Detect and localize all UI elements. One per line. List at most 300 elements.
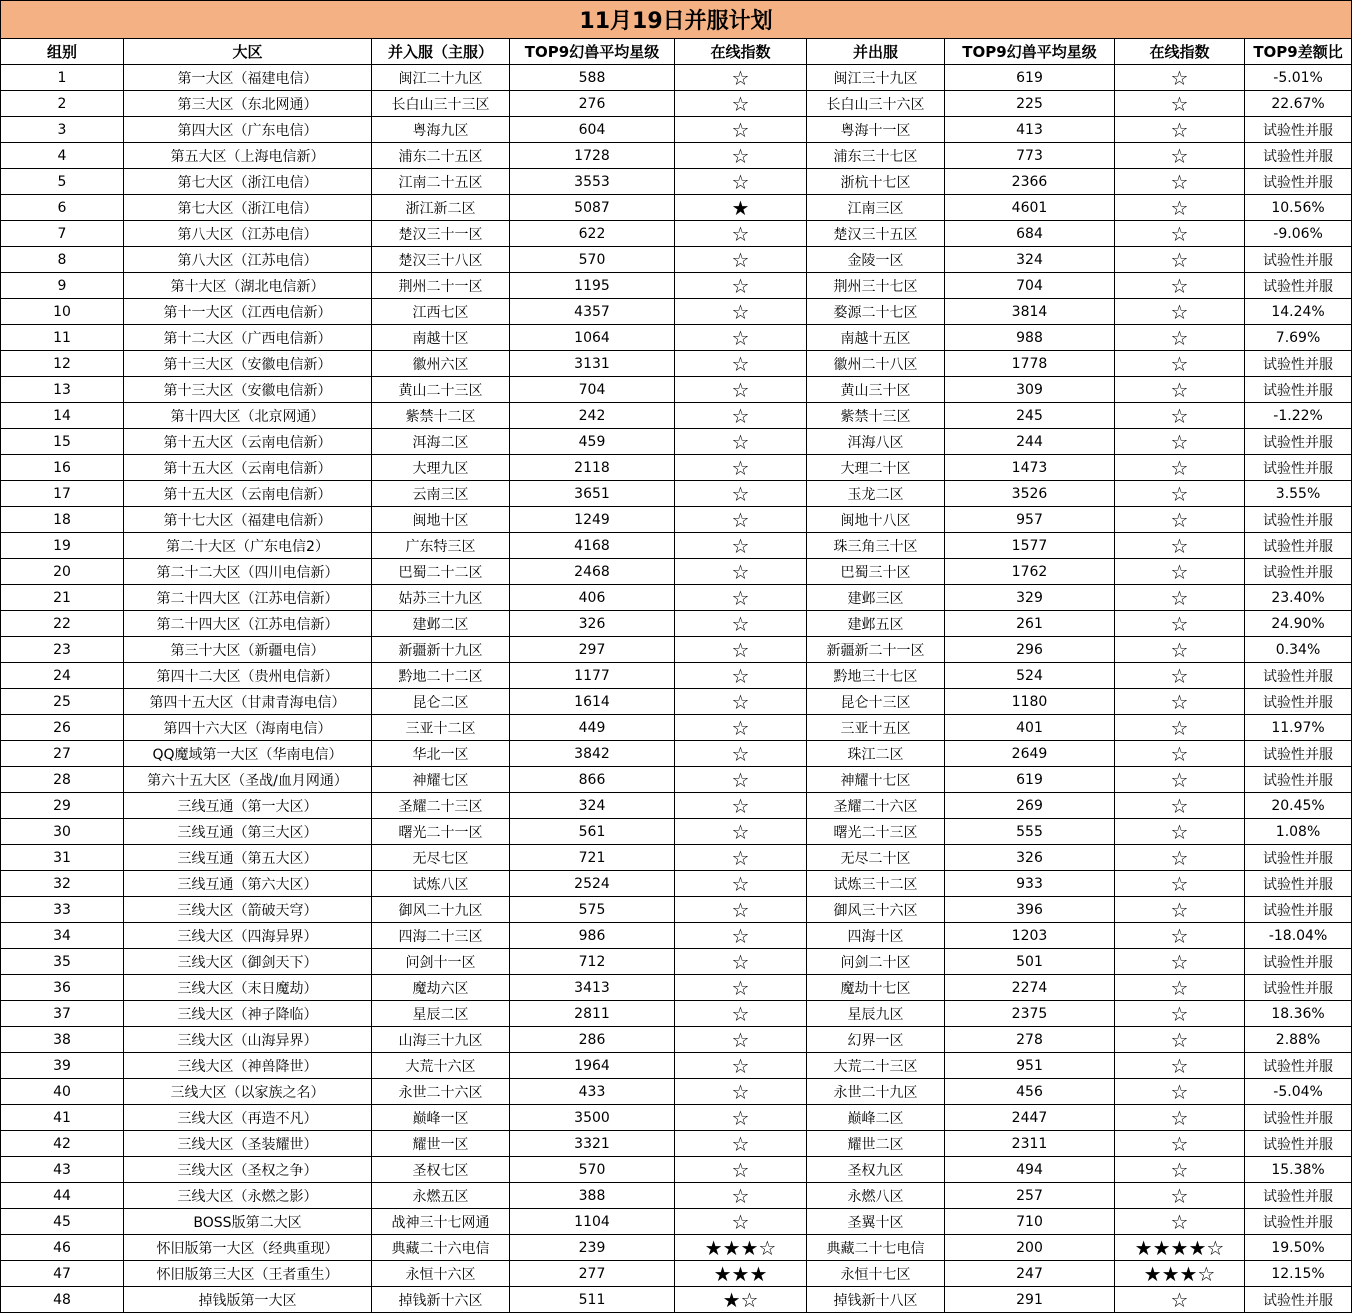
main-online-rating: ☆ — [675, 221, 807, 247]
main-online-rating: ☆ — [675, 923, 807, 949]
diff-cell: 试验性并服 — [1245, 767, 1352, 793]
table-row — [1, 169, 1352, 195]
main-star-cell: 561 — [510, 819, 675, 845]
main-online-rating: ★★★ — [675, 1261, 807, 1287]
out-online-rating: ☆ — [1115, 169, 1245, 195]
out-online-rating: ☆ — [1115, 793, 1245, 819]
out-online-rating: ☆ — [1115, 1183, 1245, 1209]
group-cell: 14 — [1, 403, 124, 429]
table-row — [1, 91, 1352, 117]
region-cell: BOSS版第二大区 — [124, 1209, 372, 1235]
main-online-rating: ☆ — [675, 429, 807, 455]
main-star-cell: 277 — [510, 1261, 675, 1287]
main-server-cell: 闽江二十九区 — [372, 65, 510, 91]
diff-cell: 1.08% — [1245, 819, 1352, 845]
region-cell: 第十二大区（广西电信新） — [124, 325, 372, 351]
table-row — [1, 455, 1352, 481]
main-server-cell: 闽地十区 — [372, 507, 510, 533]
out-star-cell: 1778 — [945, 351, 1115, 377]
group-cell: 6 — [1, 195, 124, 221]
out-online-rating: ☆ — [1115, 351, 1245, 377]
diff-cell: 试验性并服 — [1245, 351, 1352, 377]
out-server-cell: 徽州二十八区 — [807, 351, 945, 377]
main-online-rating: ☆ — [675, 325, 807, 351]
main-online-rating: ☆ — [675, 533, 807, 559]
out-online-rating: ☆ — [1115, 143, 1245, 169]
region-cell: 三线大区（四海异界） — [124, 923, 372, 949]
out-server-cell: 曙光二十三区 — [807, 819, 945, 845]
out-online-rating: ☆ — [1115, 949, 1245, 975]
main-server-cell: 徽州六区 — [372, 351, 510, 377]
main-server-cell: 山海三十九区 — [372, 1027, 510, 1053]
group-cell: 12 — [1, 351, 124, 377]
main-star-cell: 622 — [510, 221, 675, 247]
col-header-diff: TOP9差额比 — [1245, 39, 1352, 65]
group-cell: 2 — [1, 91, 124, 117]
group-cell: 45 — [1, 1209, 124, 1235]
main-star-cell: 511 — [510, 1287, 675, 1313]
out-online-rating: ☆ — [1115, 117, 1245, 143]
diff-cell: 试验性并服 — [1245, 897, 1352, 923]
table-row — [1, 247, 1352, 273]
main-server-cell: 试炼八区 — [372, 871, 510, 897]
out-online-rating: ☆ — [1115, 221, 1245, 247]
table-row — [1, 1131, 1352, 1157]
out-star-cell: 2375 — [945, 1001, 1115, 1027]
diff-cell: 23.40% — [1245, 585, 1352, 611]
region-cell: 第四大区（广东电信） — [124, 117, 372, 143]
out-online-rating: ☆ — [1115, 559, 1245, 585]
diff-cell: 试验性并服 — [1245, 1105, 1352, 1131]
diff-cell: 7.69% — [1245, 325, 1352, 351]
out-server-cell: 幻界一区 — [807, 1027, 945, 1053]
main-server-cell: 粤海九区 — [372, 117, 510, 143]
table-row — [1, 585, 1352, 611]
region-cell: 第八大区（江苏电信） — [124, 247, 372, 273]
out-online-rating: ☆ — [1115, 1027, 1245, 1053]
main-online-rating: ★ — [675, 195, 807, 221]
out-server-cell: 圣翼十区 — [807, 1209, 945, 1235]
out-online-rating: ☆ — [1115, 845, 1245, 871]
diff-cell: 2.88% — [1245, 1027, 1352, 1053]
out-star-cell: 2649 — [945, 741, 1115, 767]
main-star-cell: 239 — [510, 1235, 675, 1261]
region-cell: 三线大区（神兽降世） — [124, 1053, 372, 1079]
table-row — [1, 819, 1352, 845]
out-online-rating: ☆ — [1115, 741, 1245, 767]
main-server-cell: 昆仑二区 — [372, 689, 510, 715]
out-star-cell: 1577 — [945, 533, 1115, 559]
region-cell: 第八大区（江苏电信） — [124, 221, 372, 247]
out-server-cell: 永世二十九区 — [807, 1079, 945, 1105]
diff-cell: 试验性并服 — [1245, 949, 1352, 975]
out-server-cell: 神耀十七区 — [807, 767, 945, 793]
out-star-cell: 710 — [945, 1209, 1115, 1235]
out-star-cell: 684 — [945, 221, 1115, 247]
main-online-rating: ☆ — [675, 767, 807, 793]
main-star-cell: 575 — [510, 897, 675, 923]
table-row — [1, 1053, 1352, 1079]
out-star-cell: 401 — [945, 715, 1115, 741]
diff-cell: 19.50% — [1245, 1235, 1352, 1261]
out-server-cell: 御风三十六区 — [807, 897, 945, 923]
out-server-cell: 问剑二十区 — [807, 949, 945, 975]
group-cell: 27 — [1, 741, 124, 767]
group-cell: 13 — [1, 377, 124, 403]
region-cell: 三线互通（第三大区） — [124, 819, 372, 845]
out-server-cell: 洱海八区 — [807, 429, 945, 455]
table-row — [1, 949, 1352, 975]
main-server-cell: 神耀七区 — [372, 767, 510, 793]
out-server-cell: 婺源二十七区 — [807, 299, 945, 325]
region-cell: 第二十大区（广东电信2） — [124, 533, 372, 559]
table-row — [1, 897, 1352, 923]
out-star-cell: 2311 — [945, 1131, 1115, 1157]
region-cell: 第十五大区（云南电信新） — [124, 429, 372, 455]
main-server-cell: 巅峰一区 — [372, 1105, 510, 1131]
group-cell: 41 — [1, 1105, 124, 1131]
main-server-cell: 大理九区 — [372, 455, 510, 481]
main-online-rating: ☆ — [675, 1157, 807, 1183]
main-online-rating: ☆ — [675, 689, 807, 715]
out-star-cell: 933 — [945, 871, 1115, 897]
out-server-cell: 浙杭十七区 — [807, 169, 945, 195]
group-cell: 20 — [1, 559, 124, 585]
out-online-rating: ☆ — [1115, 533, 1245, 559]
table-row — [1, 195, 1352, 221]
diff-cell: 试验性并服 — [1245, 143, 1352, 169]
out-online-rating: ☆ — [1115, 663, 1245, 689]
group-cell: 11 — [1, 325, 124, 351]
group-cell: 37 — [1, 1001, 124, 1027]
out-online-rating: ☆ — [1115, 897, 1245, 923]
out-star-cell: 1203 — [945, 923, 1115, 949]
out-server-cell: 粤海十一区 — [807, 117, 945, 143]
main-star-cell: 5087 — [510, 195, 675, 221]
main-server-cell: 永燃五区 — [372, 1183, 510, 1209]
main-online-rating: ☆ — [675, 1209, 807, 1235]
out-star-cell: 245 — [945, 403, 1115, 429]
out-server-cell: 金陵一区 — [807, 247, 945, 273]
main-server-cell: 浦东二十五区 — [372, 143, 510, 169]
main-online-rating: ☆ — [675, 91, 807, 117]
out-star-cell: 501 — [945, 949, 1115, 975]
out-server-cell: 圣耀二十六区 — [807, 793, 945, 819]
page-title: 11月19日并服计划 — [1, 1, 1352, 39]
table-row — [1, 559, 1352, 585]
diff-cell: 14.24% — [1245, 299, 1352, 325]
main-star-cell: 2811 — [510, 1001, 675, 1027]
region-cell: 第十大区（湖北电信新） — [124, 273, 372, 299]
region-cell: 第二十四大区（江苏电信新） — [124, 611, 372, 637]
out-star-cell: 4601 — [945, 195, 1115, 221]
out-star-cell: 951 — [945, 1053, 1115, 1079]
out-server-cell: 星辰九区 — [807, 1001, 945, 1027]
main-star-cell: 1177 — [510, 663, 675, 689]
main-server-cell: 掉钱新十六区 — [372, 1287, 510, 1313]
table-row — [1, 1209, 1352, 1235]
table-row — [1, 611, 1352, 637]
out-star-cell: 396 — [945, 897, 1115, 923]
table-row — [1, 507, 1352, 533]
main-server-cell: 楚汉三十一区 — [372, 221, 510, 247]
group-cell: 48 — [1, 1287, 124, 1313]
main-server-cell: 耀世一区 — [372, 1131, 510, 1157]
main-online-rating: ☆ — [675, 793, 807, 819]
out-server-cell: 耀世二区 — [807, 1131, 945, 1157]
main-star-cell: 286 — [510, 1027, 675, 1053]
table-row — [1, 871, 1352, 897]
group-cell: 32 — [1, 871, 124, 897]
diff-cell: 试验性并服 — [1245, 871, 1352, 897]
out-star-cell: 2366 — [945, 169, 1115, 195]
main-online-rating: ★★★☆ — [675, 1235, 807, 1261]
group-cell: 31 — [1, 845, 124, 871]
main-star-cell: 3842 — [510, 741, 675, 767]
region-cell: 掉钱版第一大区 — [124, 1287, 372, 1313]
out-server-cell: 永恒十七区 — [807, 1261, 945, 1287]
out-star-cell: 619 — [945, 65, 1115, 91]
main-online-rating: ☆ — [675, 819, 807, 845]
main-server-cell: 三亚十二区 — [372, 715, 510, 741]
group-cell: 42 — [1, 1131, 124, 1157]
main-server-cell: 问剑十一区 — [372, 949, 510, 975]
diff-cell: 22.67% — [1245, 91, 1352, 117]
out-star-cell: 456 — [945, 1079, 1115, 1105]
main-star-cell: 433 — [510, 1079, 675, 1105]
out-server-cell: 巴蜀三十区 — [807, 559, 945, 585]
main-star-cell: 3651 — [510, 481, 675, 507]
region-cell: 第五大区（上海电信新） — [124, 143, 372, 169]
group-cell: 25 — [1, 689, 124, 715]
main-star-cell: 406 — [510, 585, 675, 611]
col-header-out-server: 并出服 — [807, 39, 945, 65]
out-online-rating: ☆ — [1115, 247, 1245, 273]
diff-cell: 试验性并服 — [1245, 1053, 1352, 1079]
table-row — [1, 637, 1352, 663]
diff-cell: 24.90% — [1245, 611, 1352, 637]
out-star-cell: 225 — [945, 91, 1115, 117]
out-online-rating: ☆ — [1115, 273, 1245, 299]
group-cell: 5 — [1, 169, 124, 195]
col-header-group: 组别 — [1, 39, 124, 65]
main-online-rating: ☆ — [675, 741, 807, 767]
out-online-rating: ☆ — [1115, 1131, 1245, 1157]
table-row — [1, 1027, 1352, 1053]
main-star-cell: 388 — [510, 1183, 675, 1209]
out-server-cell: 楚汉三十五区 — [807, 221, 945, 247]
diff-cell: 试验性并服 — [1245, 1287, 1352, 1313]
diff-cell: 试验性并服 — [1245, 377, 1352, 403]
main-star-cell: 326 — [510, 611, 675, 637]
out-star-cell: 326 — [945, 845, 1115, 871]
region-cell: 三线大区（山海异界） — [124, 1027, 372, 1053]
main-online-rating: ☆ — [675, 663, 807, 689]
out-star-cell: 988 — [945, 325, 1115, 351]
main-server-cell: 云南三区 — [372, 481, 510, 507]
out-star-cell: 1762 — [945, 559, 1115, 585]
main-star-cell: 588 — [510, 65, 675, 91]
region-cell: 怀旧版第一大区（经典重现） — [124, 1235, 372, 1261]
main-star-cell: 3321 — [510, 1131, 675, 1157]
out-star-cell: 555 — [945, 819, 1115, 845]
main-server-cell: 圣权七区 — [372, 1157, 510, 1183]
main-online-rating: ☆ — [675, 1079, 807, 1105]
main-server-cell: 战神三十七网通 — [372, 1209, 510, 1235]
table-row — [1, 429, 1352, 455]
out-star-cell: 619 — [945, 767, 1115, 793]
out-star-cell: 3814 — [945, 299, 1115, 325]
group-cell: 44 — [1, 1183, 124, 1209]
out-online-rating: ☆ — [1115, 871, 1245, 897]
table-row — [1, 1157, 1352, 1183]
diff-cell: 试验性并服 — [1245, 1131, 1352, 1157]
out-server-cell: 掉钱新十八区 — [807, 1287, 945, 1313]
col-header-region: 大区 — [124, 39, 372, 65]
out-online-rating: ☆ — [1115, 1287, 1245, 1313]
diff-cell: 试验性并服 — [1245, 1183, 1352, 1209]
out-online-rating: ★★★★☆ — [1115, 1235, 1245, 1261]
main-online-rating: ☆ — [675, 403, 807, 429]
diff-cell: 0.34% — [1245, 637, 1352, 663]
out-online-rating: ☆ — [1115, 65, 1245, 91]
diff-cell: 12.15% — [1245, 1261, 1352, 1287]
region-cell: 第一大区（福建电信） — [124, 65, 372, 91]
group-cell: 18 — [1, 507, 124, 533]
diff-cell: 试验性并服 — [1245, 845, 1352, 871]
main-star-cell: 3413 — [510, 975, 675, 1001]
main-star-cell: 3553 — [510, 169, 675, 195]
group-cell: 47 — [1, 1261, 124, 1287]
out-online-rating: ☆ — [1115, 637, 1245, 663]
diff-cell: 20.45% — [1245, 793, 1352, 819]
out-online-rating: ☆ — [1115, 1001, 1245, 1027]
table-row — [1, 845, 1352, 871]
out-star-cell: 524 — [945, 663, 1115, 689]
group-cell: 43 — [1, 1157, 124, 1183]
out-server-cell: 闽地十八区 — [807, 507, 945, 533]
out-server-cell: 三亚十五区 — [807, 715, 945, 741]
main-online-rating: ☆ — [675, 975, 807, 1001]
main-online-rating: ☆ — [675, 481, 807, 507]
main-star-cell: 2524 — [510, 871, 675, 897]
main-server-cell: 长白山三十三区 — [372, 91, 510, 117]
region-cell: 第四十二大区（贵州电信新） — [124, 663, 372, 689]
main-online-rating: ☆ — [675, 897, 807, 923]
diff-cell: 3.55% — [1245, 481, 1352, 507]
table-row — [1, 325, 1352, 351]
out-server-cell: 巅峰二区 — [807, 1105, 945, 1131]
diff-cell: 10.56% — [1245, 195, 1352, 221]
out-server-cell: 昆仑十三区 — [807, 689, 945, 715]
region-cell: 三线大区（末日魔劫） — [124, 975, 372, 1001]
region-cell: 第三大区（东北网通） — [124, 91, 372, 117]
out-server-cell: 江南三区 — [807, 195, 945, 221]
diff-cell: 18.36% — [1245, 1001, 1352, 1027]
main-star-cell: 986 — [510, 923, 675, 949]
main-star-cell: 449 — [510, 715, 675, 741]
main-server-cell: 楚汉三十八区 — [372, 247, 510, 273]
diff-cell: -18.04% — [1245, 923, 1352, 949]
out-star-cell: 2447 — [945, 1105, 1115, 1131]
out-star-cell: 494 — [945, 1157, 1115, 1183]
main-star-cell: 4357 — [510, 299, 675, 325]
main-online-rating: ☆ — [675, 715, 807, 741]
main-online-rating: ☆ — [675, 585, 807, 611]
main-server-cell: 荆州二十一区 — [372, 273, 510, 299]
group-cell: 46 — [1, 1235, 124, 1261]
main-star-cell: 459 — [510, 429, 675, 455]
main-star-cell: 1728 — [510, 143, 675, 169]
out-server-cell: 珠三角三十区 — [807, 533, 945, 559]
region-cell: 第四十六大区（海南电信） — [124, 715, 372, 741]
out-star-cell: 2274 — [945, 975, 1115, 1001]
diff-cell: 试验性并服 — [1245, 247, 1352, 273]
out-server-cell: 浦东三十七区 — [807, 143, 945, 169]
main-online-rating: ☆ — [675, 247, 807, 273]
region-cell: 第十一大区（江西电信新） — [124, 299, 372, 325]
group-cell: 19 — [1, 533, 124, 559]
out-online-rating: ☆ — [1115, 1079, 1245, 1105]
diff-cell: -9.06% — [1245, 221, 1352, 247]
region-cell: 第四十五大区（甘肃青海电信） — [124, 689, 372, 715]
diff-cell: 试验性并服 — [1245, 169, 1352, 195]
diff-cell: 11.97% — [1245, 715, 1352, 741]
out-server-cell: 珠江二区 — [807, 741, 945, 767]
main-online-rating: ☆ — [675, 455, 807, 481]
main-server-cell: 巴蜀二十二区 — [372, 559, 510, 585]
table-row — [1, 689, 1352, 715]
main-star-cell: 4168 — [510, 533, 675, 559]
out-online-rating: ☆ — [1115, 715, 1245, 741]
main-star-cell: 2118 — [510, 455, 675, 481]
region-cell: 第十三大区（安徽电信新） — [124, 377, 372, 403]
out-online-rating: ☆ — [1115, 481, 1245, 507]
group-cell: 3 — [1, 117, 124, 143]
main-online-rating: ☆ — [675, 1001, 807, 1027]
table-row — [1, 533, 1352, 559]
main-star-cell: 721 — [510, 845, 675, 871]
main-star-cell: 324 — [510, 793, 675, 819]
main-online-rating: ☆ — [675, 351, 807, 377]
main-online-rating: ☆ — [675, 949, 807, 975]
main-online-rating: ★☆ — [675, 1287, 807, 1313]
table-row — [1, 663, 1352, 689]
region-cell: 三线大区（圣装耀世） — [124, 1131, 372, 1157]
out-online-rating: ☆ — [1115, 429, 1245, 455]
out-online-rating: ☆ — [1115, 325, 1245, 351]
main-online-rating: ☆ — [675, 1105, 807, 1131]
out-server-cell: 无尽二十区 — [807, 845, 945, 871]
diff-cell: 试验性并服 — [1245, 117, 1352, 143]
main-server-cell: 黔地二十二区 — [372, 663, 510, 689]
out-online-rating: ☆ — [1115, 299, 1245, 325]
main-server-cell: 圣耀二十三区 — [372, 793, 510, 819]
out-star-cell: 244 — [945, 429, 1115, 455]
table-row — [1, 377, 1352, 403]
region-cell: 第十五大区（云南电信新） — [124, 455, 372, 481]
diff-cell: 试验性并服 — [1245, 507, 1352, 533]
main-star-cell: 1104 — [510, 1209, 675, 1235]
main-server-cell: 姑苏三十九区 — [372, 585, 510, 611]
table-row — [1, 793, 1352, 819]
main-online-rating: ☆ — [675, 273, 807, 299]
main-online-rating: ☆ — [675, 845, 807, 871]
out-online-rating: ☆ — [1115, 689, 1245, 715]
table-row — [1, 715, 1352, 741]
main-server-cell: 永恒十六区 — [372, 1261, 510, 1287]
main-online-rating: ☆ — [675, 1027, 807, 1053]
